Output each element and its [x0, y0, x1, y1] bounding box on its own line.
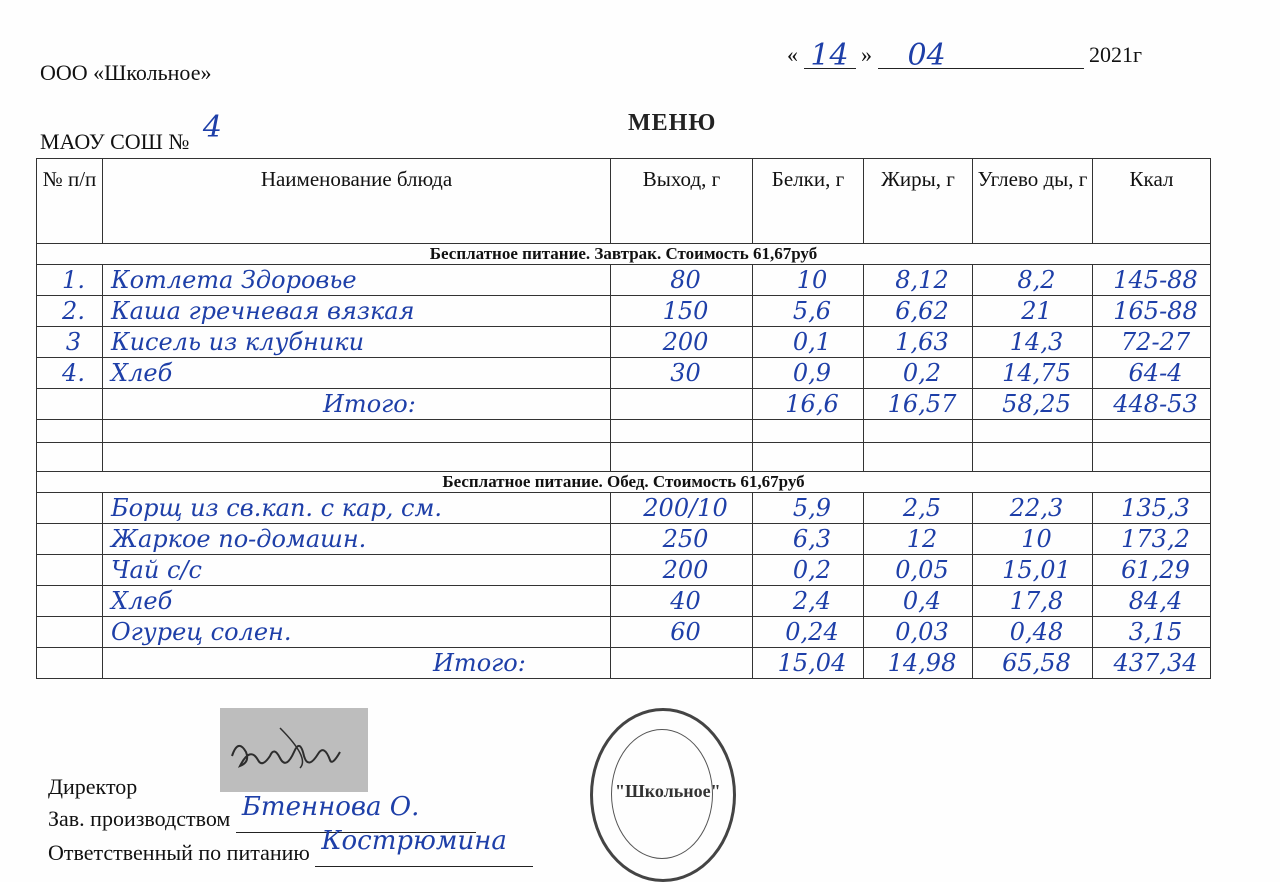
table-row — [37, 296, 1211, 327]
table-row — [37, 555, 1211, 586]
company-name: ООО «Школьное» — [40, 60, 212, 85]
dish-name: Хлеб — [103, 358, 611, 389]
total-fats: 14,98 — [864, 648, 973, 679]
dish-proteins: 0,1 — [753, 327, 864, 358]
dish-fats: 0,03 — [864, 617, 973, 648]
responsible-label: Ответственный по питанию — [48, 840, 310, 865]
col-fats: Жиры, г — [864, 159, 973, 244]
school-line — [40, 110, 222, 157]
signature-scribble-icon — [220, 708, 368, 792]
col-kcal: Ккал — [1093, 159, 1211, 244]
dish-name: Чай с/с — [103, 555, 611, 586]
school-label: МАОУ СОШ № — [40, 129, 190, 154]
dish-output: 40 — [611, 586, 753, 617]
col-number: № п/п — [37, 159, 103, 244]
responsible-line — [48, 826, 533, 867]
responsible-signature: Кострюмина — [321, 826, 507, 856]
dish-output: 60 — [611, 617, 753, 648]
date-month: 04 — [907, 38, 946, 73]
dish-kcal: 61,29 — [1093, 555, 1211, 586]
dish-fats: 2,5 — [864, 493, 973, 524]
dish-output: 80 — [611, 265, 753, 296]
director-signature — [220, 708, 368, 792]
dish-carbs: 17,8 — [973, 586, 1093, 617]
row-number: 4. — [37, 358, 103, 389]
dish-carbs: 14,3 — [973, 327, 1093, 358]
section-lunch-title: Бесплатное питание. Обед. Стоимость 61,67руб — [37, 472, 1211, 493]
dish-kcal: 64-4 — [1093, 358, 1211, 389]
date-close-quote: » — [861, 42, 872, 67]
dish-kcal: 72-27 — [1093, 327, 1211, 358]
dish-name: Каша гречневая вязкая — [103, 296, 611, 327]
total-carbs: 65,58 — [973, 648, 1093, 679]
row-number: 3 — [37, 327, 103, 358]
total-proteins: 16,6 — [753, 389, 864, 420]
dish-output: 150 — [611, 296, 753, 327]
row-number — [37, 524, 103, 555]
dish-carbs: 21 — [973, 296, 1093, 327]
dish-carbs: 15,01 — [973, 555, 1093, 586]
table-row — [37, 617, 1211, 648]
production-label: Зав. производством — [48, 806, 231, 831]
school-number: 4 — [202, 110, 222, 145]
empty-row — [37, 420, 1211, 443]
col-proteins: Белки, г — [753, 159, 864, 244]
empty-row — [37, 443, 1211, 472]
dish-proteins: 5,6 — [753, 296, 864, 327]
dish-fats: 8,12 — [864, 265, 973, 296]
dish-proteins: 10 — [753, 265, 864, 296]
dish-fats: 0,4 — [864, 586, 973, 617]
table-row — [37, 265, 1211, 296]
dish-carbs: 22,3 — [973, 493, 1093, 524]
dish-proteins: 0,9 — [753, 358, 864, 389]
date-day-field — [804, 38, 856, 73]
stamp-name: "Школьное" — [615, 781, 721, 801]
responsible-signature-line — [315, 826, 533, 867]
dish-name: Огурец солен. — [103, 617, 611, 648]
dish-name: Хлеб — [103, 586, 611, 617]
dish-name: Борщ из св.кап. с кар, см. — [103, 493, 611, 524]
table-row — [37, 493, 1211, 524]
row-number — [37, 617, 103, 648]
section-lunch-title-row — [37, 472, 1211, 493]
dish-kcal: 173,2 — [1093, 524, 1211, 555]
document-date — [787, 38, 1143, 73]
section-breakfast-title: Бесплатное питание. Завтрак. Стоимость 61,67руб — [37, 244, 1211, 265]
dish-proteins: 2,4 — [753, 586, 864, 617]
total-kcal: 448-53 — [1093, 389, 1211, 420]
dish-fats: 1,63 — [864, 327, 973, 358]
dish-fats: 0,05 — [864, 555, 973, 586]
table-row — [37, 524, 1211, 555]
total-carbs: 58,25 — [973, 389, 1093, 420]
dish-proteins: 0,2 — [753, 555, 864, 586]
dish-fats: 6,62 — [864, 296, 973, 327]
date-open-quote: « — [787, 42, 798, 67]
total-fats: 16,57 — [864, 389, 973, 420]
dish-name: Котлета Здоровье — [103, 265, 611, 296]
dish-proteins: 0,24 — [753, 617, 864, 648]
row-number — [37, 586, 103, 617]
row-number — [37, 555, 103, 586]
dish-fats: 0,2 — [864, 358, 973, 389]
col-output: Выход, г — [611, 159, 753, 244]
total-label: Итого: — [103, 648, 611, 679]
table-header-row — [37, 159, 1211, 244]
date-month-field — [878, 38, 1084, 73]
dish-kcal: 165-88 — [1093, 296, 1211, 327]
col-carbs: Углево ды, г — [973, 159, 1093, 244]
dish-output: 200 — [611, 555, 753, 586]
total-label: Итого: — [103, 389, 611, 420]
total-row — [37, 648, 1211, 679]
dish-kcal: 135,3 — [1093, 493, 1211, 524]
dish-output: 200 — [611, 327, 753, 358]
dish-output: 200/10 — [611, 493, 753, 524]
dish-fats: 12 — [864, 524, 973, 555]
total-row — [37, 389, 1211, 420]
dish-proteins: 6,3 — [753, 524, 864, 555]
dish-carbs: 0,48 — [973, 617, 1093, 648]
dish-kcal: 84,4 — [1093, 586, 1211, 617]
page-title: МЕНЮ — [628, 110, 717, 136]
total-kcal: 437,34 — [1093, 648, 1211, 679]
production-signature: Бтеннова О. — [241, 792, 420, 822]
dish-carbs: 14,75 — [973, 358, 1093, 389]
menu-table — [36, 158, 1211, 679]
row-number — [37, 493, 103, 524]
dish-kcal: 3,15 — [1093, 617, 1211, 648]
table-row — [37, 586, 1211, 617]
date-day: 14 — [810, 38, 849, 73]
col-dish-name: Наименование блюда — [103, 159, 611, 244]
date-year: 2021г — [1089, 42, 1143, 67]
director-label: Директор — [48, 774, 138, 799]
dish-proteins: 5,9 — [753, 493, 864, 524]
dish-kcal: 145-88 — [1093, 265, 1211, 296]
section-breakfast-title-row — [37, 244, 1211, 265]
row-number: 2. — [37, 296, 103, 327]
dish-name: Кисель из клубники — [103, 327, 611, 358]
total-proteins: 15,04 — [753, 648, 864, 679]
row-number: 1. — [37, 265, 103, 296]
dish-carbs: 8,2 — [973, 265, 1093, 296]
dish-output: 250 — [611, 524, 753, 555]
dish-name: Жаркое по-домашн. — [103, 524, 611, 555]
organization-stamp — [590, 708, 736, 882]
dish-output: 30 — [611, 358, 753, 389]
table-row — [37, 327, 1211, 358]
dish-carbs: 10 — [973, 524, 1093, 555]
table-row — [37, 358, 1211, 389]
